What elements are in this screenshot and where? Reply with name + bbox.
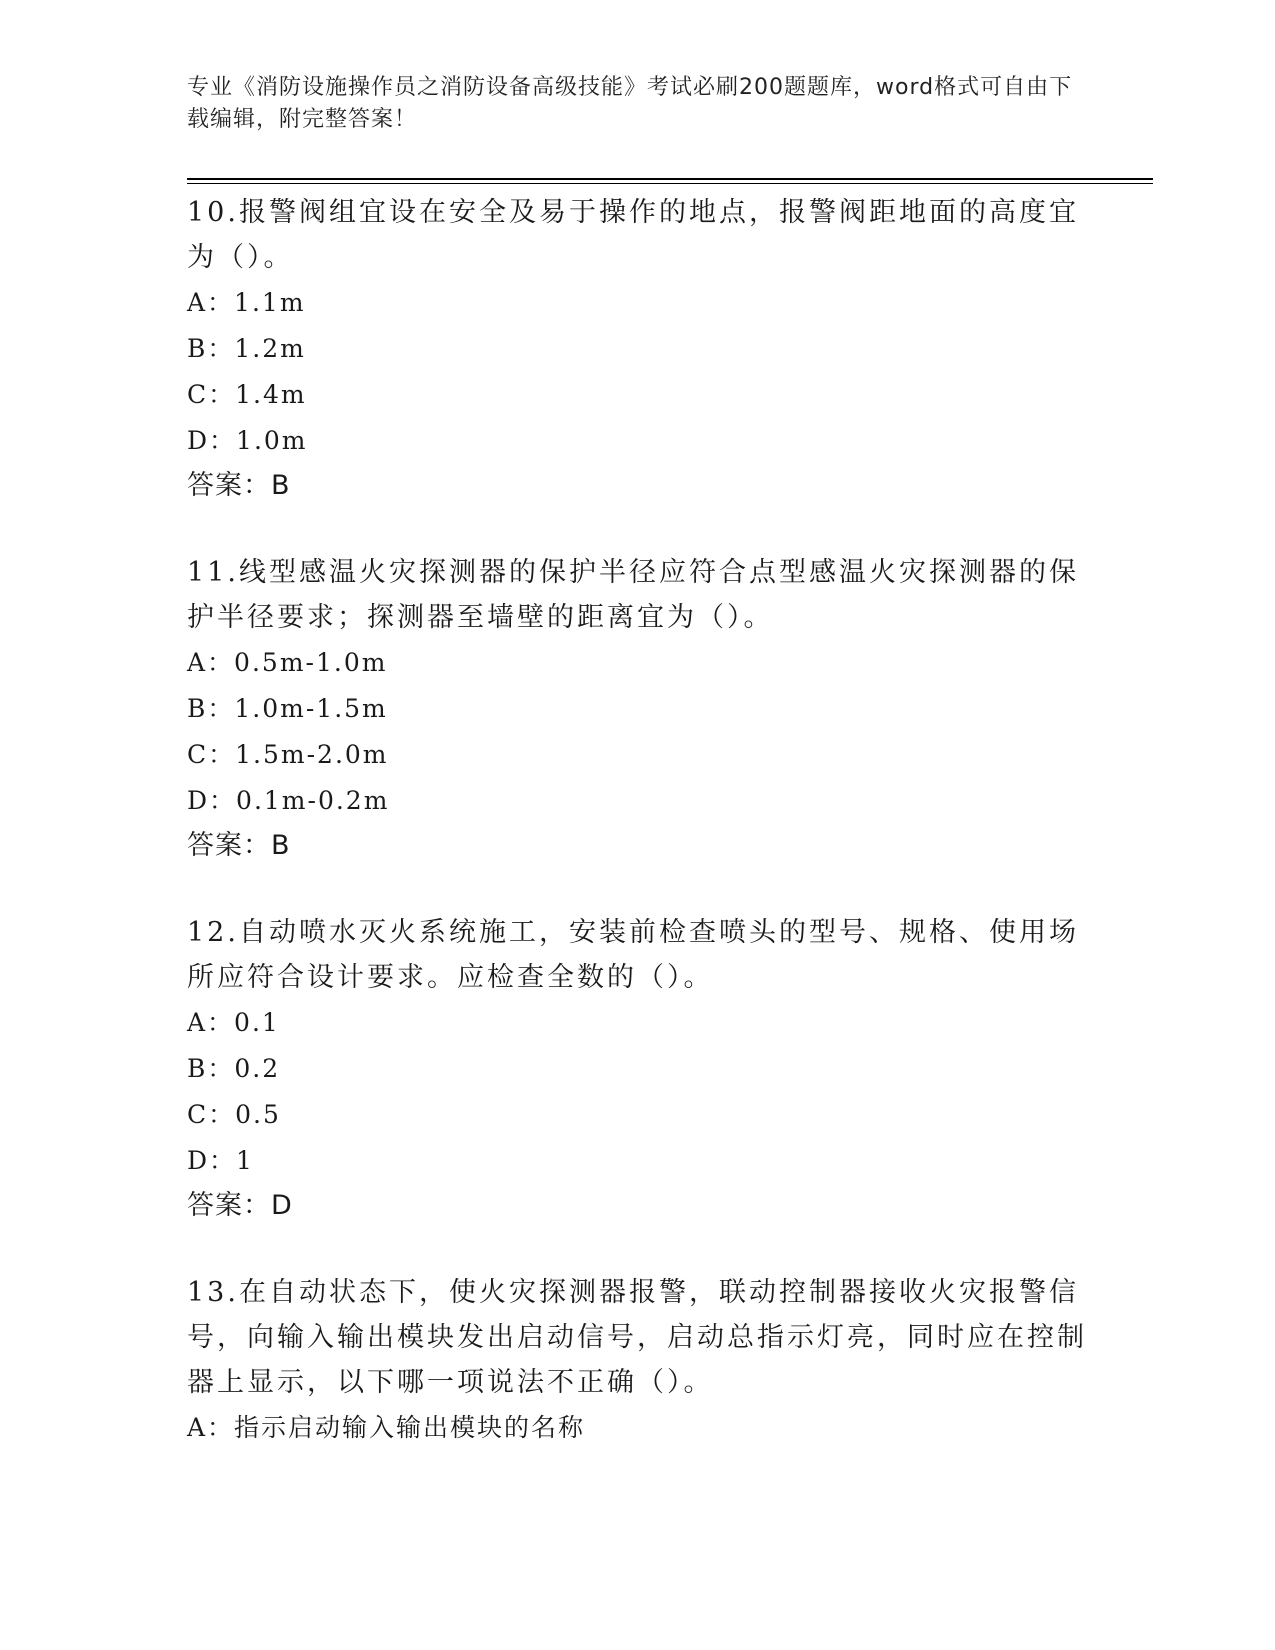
question-13 xyxy=(187,1270,1087,1451)
option-c: C：1.4m xyxy=(187,380,307,409)
option-b: B：1.2m xyxy=(187,334,306,363)
option-a: A：1.1m xyxy=(187,288,306,317)
question-stem: 13.在自动状态下，使火灾探测器报警，联动控制器接收火灾报警信号，向输入输出模块发出启动信号，启动总指示灯亮，同时应在控制器上显示，以下哪一项说法不正确（）。 xyxy=(187,1277,1087,1398)
option-c: C：0.5 xyxy=(187,1100,281,1129)
question-stem: 12.自动喷水灭火系统施工，安装前检查喷头的型号、规格、使用场所应符合设计要求。应检查全数的（）。 xyxy=(187,917,1079,993)
document-header: 专业《消防设施操作员之消防设备高级技能》考试必刷200题题库，word格式可自由下载编辑，附完整答案！ xyxy=(187,75,1073,132)
question-12 xyxy=(187,910,1087,1228)
header-divider-thick xyxy=(187,178,1153,180)
answer: 答案：B xyxy=(187,470,291,501)
option-c: C：1.5m-2.0m xyxy=(187,740,389,769)
header-divider-thin xyxy=(187,183,1153,184)
question-stem: 11.线型感温火灾探测器的保护半径应符合点型感温火灾探测器的保护半径要求；探测器至墙壁的距离宜为（）。 xyxy=(187,557,1079,633)
option-d: D：1 xyxy=(187,1146,254,1175)
option-a: A：指示启动输入输出模块的名称 xyxy=(187,1413,586,1442)
answer: 答案：B xyxy=(187,830,291,861)
question-10 xyxy=(187,190,1087,508)
question-stem: 10.报警阀组宜设在安全及易于操作的地点，报警阀距地面的高度宜为（）。 xyxy=(187,197,1079,273)
option-b: B：1.0m-1.5m xyxy=(187,694,388,723)
answer: 答案：D xyxy=(187,1190,293,1221)
option-a: A：0.5m-1.0m xyxy=(187,648,388,677)
option-d: D：1.0m xyxy=(187,426,308,455)
question-11 xyxy=(187,550,1087,868)
option-d: D：0.1m-0.2m xyxy=(187,786,390,815)
option-a: A：0.1 xyxy=(187,1008,280,1037)
option-b: B：0.2 xyxy=(187,1054,281,1083)
